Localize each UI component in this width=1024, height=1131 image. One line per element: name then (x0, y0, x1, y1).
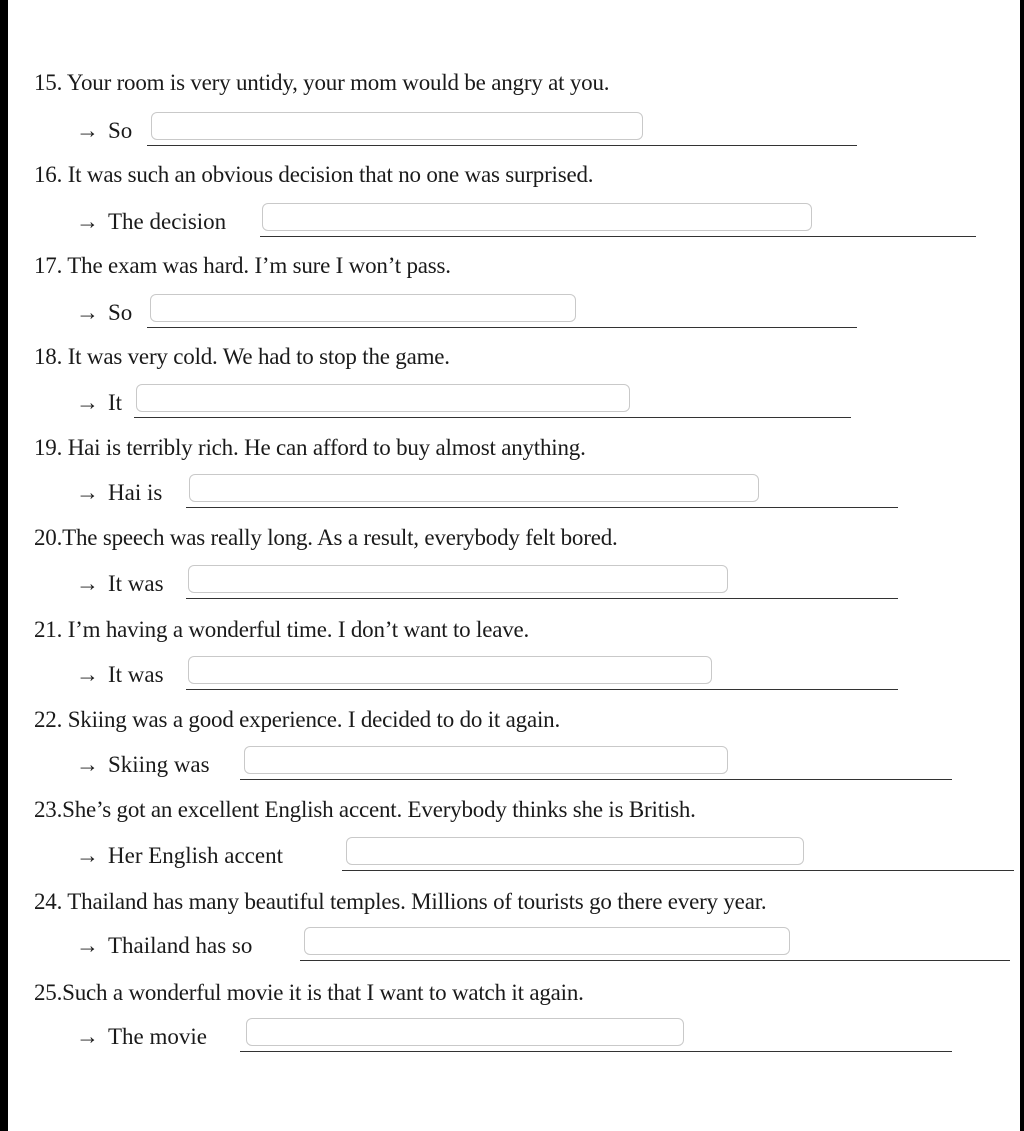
arrow-icon: → (76, 933, 99, 958)
question-sentence: It was very cold. We had to stop the game. (67, 344, 450, 369)
question-number: 15. (34, 70, 63, 95)
answer-row-22 (76, 746, 960, 782)
answer-input[interactable] (304, 927, 790, 955)
question-sentence: The speech was really long. As a result, everybody felt bored. (62, 525, 618, 550)
arrow-icon: → (76, 752, 99, 777)
answer-row-23 (76, 837, 1016, 873)
answer-row-24 (76, 927, 1016, 963)
arrow-icon: → (76, 390, 99, 415)
question-20 (34, 525, 618, 551)
arrow-icon: → (76, 209, 99, 234)
arrow-icon: → (76, 571, 99, 596)
question-sentence: Such a wonderful movie it is that I want to watch it again. (62, 980, 584, 1005)
question-sentence: I’m having a wonderful time. I don’t want to leave. (67, 617, 530, 642)
answer-input[interactable] (151, 112, 643, 140)
answer-row-18 (76, 384, 866, 420)
answer-lead: It was (108, 571, 164, 596)
answer-lead: So (108, 118, 133, 143)
answer-lead: Hai is (108, 480, 163, 505)
arrow-icon: → (76, 300, 99, 325)
question-number: 22. (34, 707, 63, 732)
answer-input[interactable] (246, 1018, 684, 1046)
answer-line (240, 1051, 952, 1052)
answer-lead: Skiing was (108, 752, 210, 777)
answer-lead: Her English accent (108, 843, 283, 868)
answer-line (186, 507, 898, 508)
question-22 (34, 707, 560, 733)
answer-row-25 (76, 1018, 960, 1054)
question-sentence: She’s got an excellent English accent. Everybody thinks she is British. (62, 797, 696, 822)
answer-row-20 (76, 565, 906, 601)
answer-line (134, 417, 851, 418)
answer-input[interactable] (150, 294, 576, 322)
question-sentence: Your room is very untidy, your mom would be angry at you. (66, 70, 610, 95)
answer-lead: The movie (108, 1024, 207, 1049)
question-number: 16. (34, 162, 63, 187)
answer-line (186, 598, 898, 599)
answer-line (186, 689, 898, 690)
question-19 (34, 435, 586, 461)
question-15 (34, 70, 609, 96)
answer-row-19 (76, 474, 906, 510)
question-sentence: Thailand has many beautiful temples. Millions of tourists go there every year. (67, 889, 767, 914)
question-18 (34, 344, 450, 370)
worksheet-page (8, 0, 1020, 1131)
question-number: 23. (34, 797, 63, 822)
arrow-icon: → (76, 480, 99, 505)
question-number: 18. (34, 344, 63, 369)
answer-row-17 (76, 294, 866, 330)
answer-input[interactable] (346, 837, 804, 865)
arrow-icon: → (76, 118, 99, 143)
arrow-icon: → (76, 662, 99, 687)
question-16 (34, 162, 593, 188)
question-sentence: It was such an obvious decision that no one was surprised. (67, 162, 594, 187)
question-number: 20. (34, 525, 63, 550)
answer-input[interactable] (136, 384, 630, 412)
answer-line (147, 327, 857, 328)
answer-input[interactable] (262, 203, 812, 231)
question-sentence: Skiing was a good experience. I decided to do it again. (67, 707, 561, 732)
question-17 (34, 253, 451, 279)
answer-line (147, 145, 857, 146)
answer-row-16 (76, 203, 986, 239)
answer-lead: It (108, 390, 123, 415)
answer-lead: The decision (108, 209, 227, 234)
question-number: 24. (34, 889, 63, 914)
arrow-icon: → (76, 843, 99, 868)
question-25 (34, 980, 584, 1006)
answer-input[interactable] (244, 746, 728, 774)
answer-input[interactable] (188, 656, 712, 684)
answer-row-15 (76, 112, 866, 148)
answer-input[interactable] (189, 474, 759, 502)
answer-input[interactable] (188, 565, 728, 593)
answer-lead: It was (108, 662, 164, 687)
question-number: 25. (34, 980, 63, 1005)
answer-lead: Thailand has so (108, 933, 253, 958)
question-number: 17. (34, 253, 63, 278)
answer-line (240, 779, 952, 780)
answer-line (342, 870, 1014, 871)
question-number: 21. (34, 617, 63, 642)
answer-line (300, 960, 1010, 961)
question-sentence: Hai is terribly rich. He can afford to buy almost anything. (67, 435, 586, 460)
question-21 (34, 617, 529, 643)
question-24 (34, 889, 766, 915)
answer-line (260, 236, 976, 237)
arrow-icon: → (76, 1024, 99, 1049)
question-number: 19. (34, 435, 63, 460)
question-sentence: The exam was hard. I’m sure I won’t pass. (67, 253, 451, 278)
question-23 (34, 797, 696, 823)
answer-row-21 (76, 656, 906, 692)
answer-lead: So (108, 300, 133, 325)
